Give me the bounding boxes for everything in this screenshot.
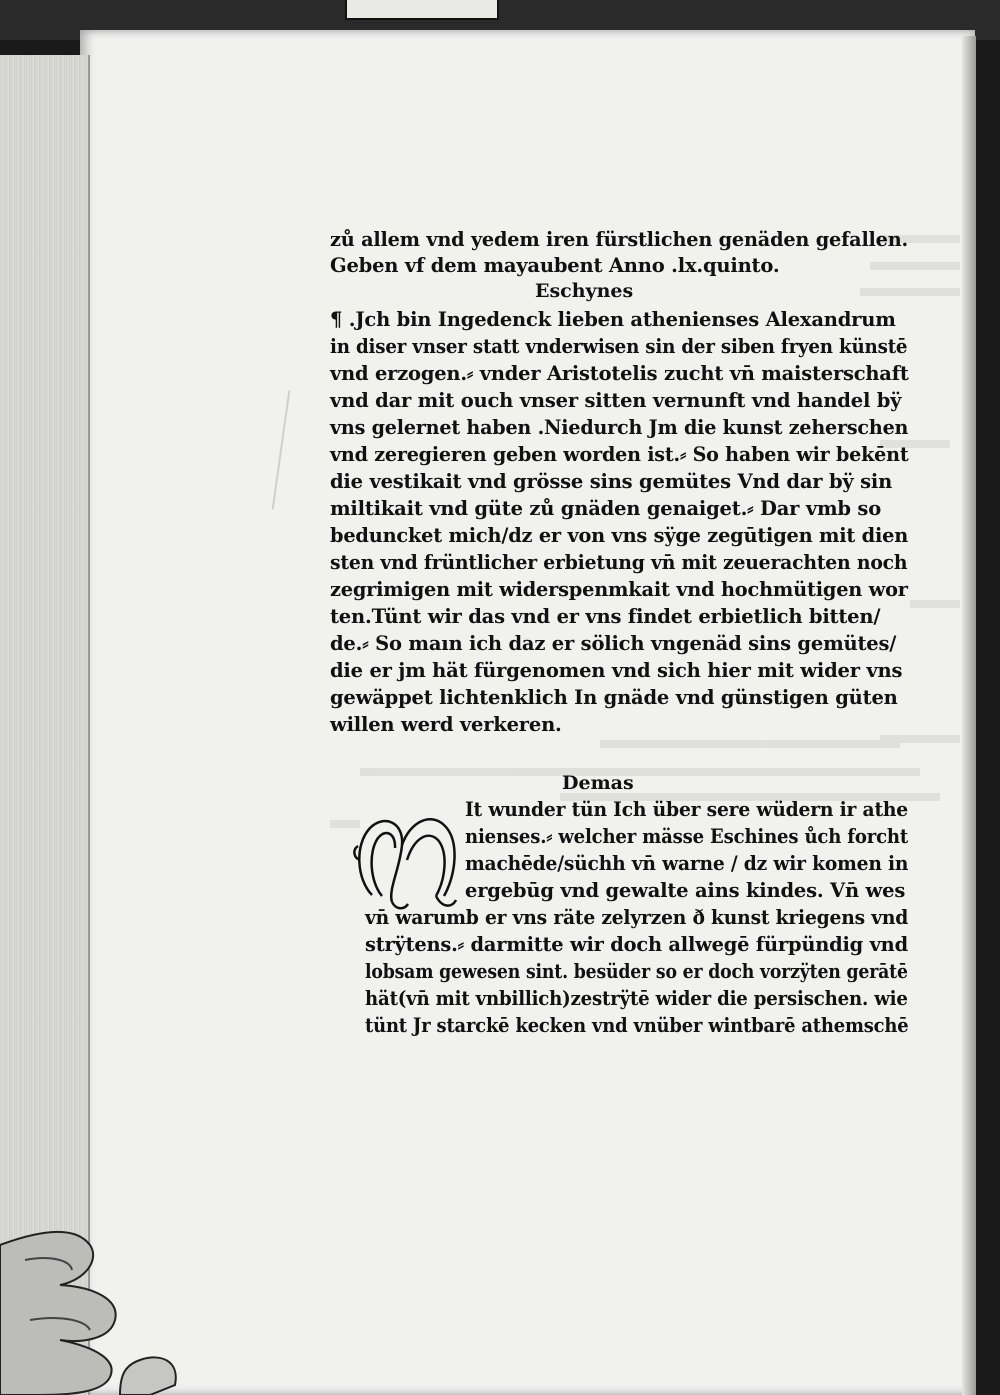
- body-line: willen werd verkeren.: [330, 713, 562, 736]
- body-line: strÿtens.⸗ darmitte wir doch allwegē fürpündig vnd: [365, 933, 908, 956]
- body-line: die er jm hät fürgenomen vnd sich hier mit wider vns: [330, 659, 903, 682]
- body-line: lobsam gewesen sint. besüder so er doch vorzÿten gerātē: [365, 960, 908, 983]
- body-line: in diser vnser statt vnderwisen sin der siben fryen künstē: [330, 335, 908, 358]
- body-line: die vestikait vnd grösse sins gemütes Vnd dar bÿ sin: [330, 470, 893, 493]
- body-line: It wunder tün Ich über sere wüdern ir athe: [465, 798, 909, 821]
- body-line: tünt Jr starckē kecken vnd vnüber wintbarē athemschē: [365, 1014, 909, 1037]
- body-line: miltikait vnd güte zů gnäden genaiget.⸗ Dar vmb so: [330, 497, 882, 520]
- opening-line: Geben vf dem mayaubent Anno .lx.quinto.: [330, 254, 780, 277]
- body-line: vns gelernet haben .Niedurch Jm die kunst zeherschen: [330, 416, 909, 439]
- body-line: hät(vn̄ mit vnbillich)zestrÿtē wider die persischen. wie: [365, 987, 908, 1010]
- opening-line: zů allem vnd yedem iren fürstlichen genäden gefallen.: [330, 228, 909, 251]
- body-line: de.⸗ So maın ich daz er sölich vngenäd sins gemütes/: [330, 632, 897, 655]
- body-line: vnd erzogen.⸗ vnder Aristotelis zucht vn̄ maisterschaft: [330, 362, 909, 385]
- hand-image: [0, 1225, 200, 1395]
- body-line: beduncket mich/dz er von vns sÿge zegūtigen mit dien: [330, 524, 909, 547]
- body-line: machēde/süchh vn̄ warne / dz wir komen in: [465, 852, 909, 875]
- body-line: vnd dar mit ouch vnser sitten vernunft vnd handel bÿ: [330, 389, 902, 412]
- body-line: nienses.⸗ welcher mässe Eschines ůch forcht: [465, 825, 909, 848]
- body-line: vnd zeregieren geben worden ist.⸗ So haben wir bekēnt: [330, 443, 909, 466]
- body-line: vn̄ warumb er vns räte zelyrzen ð kunst kriegens vnd: [365, 906, 909, 929]
- body-line: sten vnd früntlicher erbietung vn̄ mit zeuerachten noch: [330, 551, 908, 574]
- section-heading-demas: Demas: [562, 772, 634, 794]
- body-line: ten.Tünt wir das vnd er vns findet erbietlich bitten/: [330, 605, 881, 628]
- body-line: ergebūg vnd gewalte ains kindes. Vn̄ wes: [465, 879, 906, 902]
- body-line: zegrimigen mit widerspenmkait vnd hochmütigen wor: [330, 578, 908, 601]
- section-heading-eschynes: Eschynes: [535, 280, 634, 302]
- body-line: gewäppet lichtenklich In gnäde vnd günstigen güten: [330, 686, 898, 709]
- drop-cap-m-image: [352, 800, 462, 915]
- body-line: ¶ .Jch bin Ingedenck lieben athenienses Alexandrum: [330, 308, 896, 331]
